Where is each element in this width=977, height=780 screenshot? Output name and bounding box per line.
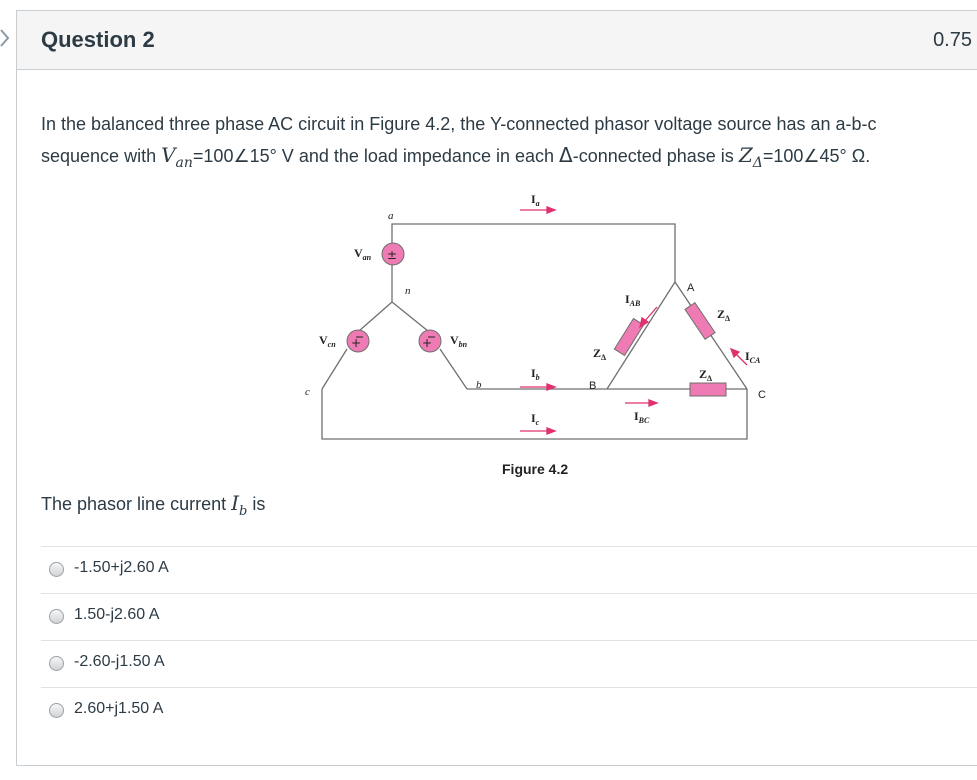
- answer-label[interactable]: -2.60-j1.50 A: [74, 653, 165, 670]
- van-value: =100∠15° V and the load impedance in each: [192, 146, 560, 166]
- radio-button[interactable]: [49, 656, 64, 671]
- answer-option[interactable]: [41, 687, 977, 734]
- question-points: 0.75: [933, 29, 972, 51]
- delta-symbol: Δ: [559, 143, 573, 167]
- z-sub: Δ: [752, 155, 763, 171]
- question-text-line1: In the balanced three phase AC circuit in Figure 4.2, the Y-connected phasor voltage source has an a-b-c: [41, 114, 877, 134]
- answer-option[interactable]: [41, 593, 977, 640]
- answer-label[interactable]: 1.50-j2.60 A: [74, 606, 160, 623]
- label-vbn: $V_{bn}$: [450, 333, 468, 349]
- prompt-var: I: [231, 491, 240, 515]
- svg-text:+: +: [422, 336, 433, 350]
- answer-option[interactable]: [41, 640, 977, 687]
- z-var: Z: [738, 143, 753, 167]
- node-label-C: C: [758, 389, 766, 401]
- resistor-zca: [685, 303, 715, 340]
- label-ica: $I_{CA}$: [745, 349, 761, 365]
- van-var: V: [161, 143, 176, 167]
- radio-button[interactable]: [49, 609, 64, 624]
- label-ibc: $I_{BC}$: [634, 409, 650, 425]
- answer-list: [41, 546, 977, 734]
- text-mid: -connected phase is: [572, 146, 739, 166]
- radio-button[interactable]: [49, 703, 64, 718]
- prompt-start: The phasor line current: [41, 494, 232, 514]
- answer-label[interactable]: -1.50+j2.60 A: [74, 559, 169, 576]
- figure-caption: Figure 4.2: [502, 461, 569, 477]
- question-prompt: [41, 491, 266, 519]
- question-card: [16, 10, 977, 766]
- z-value: =100∠45° Ω.: [762, 146, 871, 166]
- svg-text:±: ±: [387, 248, 398, 262]
- answer-label[interactable]: 2.60+j1.50 A: [74, 700, 164, 717]
- prompt-sub: b: [239, 504, 248, 519]
- resistor-zbc: [690, 383, 726, 396]
- label-z-bc: $Z_\Delta$: [699, 367, 713, 383]
- label-ib: $I_b$: [531, 366, 540, 382]
- label-ia: $I_a$: [531, 192, 540, 208]
- node-label-a: a: [388, 210, 394, 222]
- expand-arrow-icon[interactable]: [0, 28, 10, 48]
- label-ic: $I_c$: [531, 411, 540, 427]
- node-label-A: A: [687, 282, 695, 294]
- label-vcn: $V_{cn}$: [319, 333, 336, 349]
- answer-option[interactable]: [41, 546, 977, 593]
- label-iab: $I_{AB}$: [625, 292, 641, 308]
- circuit-figure: [33, 11, 833, 491]
- text-seq: sequence with: [41, 146, 162, 166]
- radio-button[interactable]: [49, 562, 64, 577]
- node-label-c: c: [305, 386, 310, 398]
- resistor-zab: [614, 319, 643, 356]
- van-sub: an: [175, 155, 193, 171]
- node-label-B: B: [589, 380, 597, 392]
- source-van: [382, 243, 404, 265]
- node-label-n: n: [405, 285, 411, 297]
- prompt-end: is: [247, 494, 266, 514]
- label-z-ca: $Z_\Delta$: [717, 307, 731, 323]
- label-z-ab: $Z_\Delta$: [593, 346, 607, 362]
- label-van: $V_{an}$: [354, 246, 372, 262]
- svg-text:+: +: [351, 336, 362, 350]
- question-title: Question 2: [41, 27, 155, 52]
- node-label-b: b: [476, 379, 482, 391]
- source-vbn: [419, 330, 441, 352]
- source-vcn: [347, 330, 369, 352]
